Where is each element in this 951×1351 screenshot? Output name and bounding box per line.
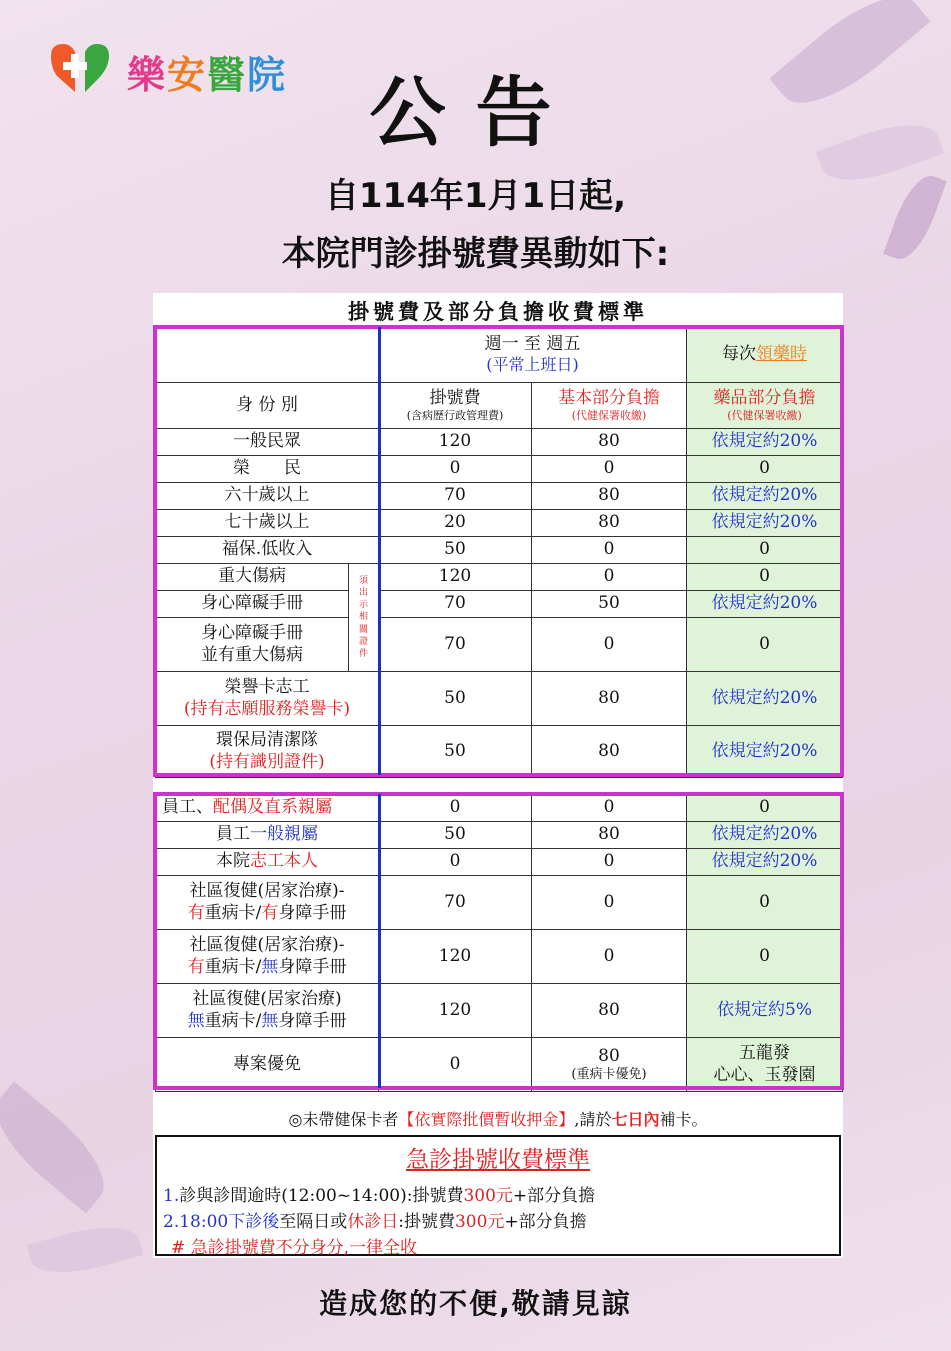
emergency-line-2: 2.18:00下診後至隔日或休診日:掛號費300元+部分負擔 [163,1212,587,1232]
change-intro: 本院門診掛號費異動如下: [281,234,670,274]
table-row: 員工、配偶及直系親屬 0 0 0 [156,795,843,822]
table-row: 七十歲以上 20 80 依規定約20% [156,510,843,537]
header-blank [156,327,379,383]
fee-table-staff [155,794,843,1092]
hospital-name: 樂安醫院 [127,53,288,97]
header-weekday: 週一 至 週五 (平常上班日) [379,327,687,383]
table-row: 環保局清潔隊 (持有識別證件) 50 80 依規定約20% [156,726,843,778]
emergency-title: 急診掛號收費標準 [406,1147,590,1173]
id-required-note: 須出示相關證件 [349,564,379,672]
table-row: 身心障礙手冊 並有重大傷病 70 0 0 [156,618,843,672]
fee-table-general [155,326,843,778]
table-row: 六十歲以上 70 80 依規定約20% [156,483,843,510]
table-row: 重大傷病 須出示相關證件 120 0 0 [156,564,843,591]
insurance-card-note: ◎未帶健保卡者【依實際批價暫收押金】,請於七日內補卡。 [288,1110,708,1129]
decorative-leaf [0,1081,121,1213]
table-row: 本院志工本人 0 0 依規定約20% [156,849,843,876]
header-every: 每次領藥時 [687,327,843,383]
page-title: 公告 [369,68,582,157]
emergency-line-3: # 急診掛號費不分身分,一律全收 [171,1238,418,1258]
table-title: 掛號費及部分負擔收費標準 [348,299,648,324]
table-row: 榮譽卡志工 (持有志願服務榮譽卡) 50 80 依規定約20% [156,672,843,726]
table-row: 社區復健(居家治療)- 有重病卡/有身障手冊 70 0 0 [156,876,843,930]
header-base: 基本部分負擔 (代健保署收繳) [532,383,687,429]
column-divider [378,794,381,1088]
table-row: 榮 民 0 0 0 [156,456,843,483]
column-divider [378,327,381,775]
table-row: 社區復健(居家治療)- 有重病卡/無身障手冊 120 0 0 [156,930,843,984]
table-row: 身心障礙手冊 70 50 依規定約20% [156,591,843,618]
apology-footer: 造成您的不便,敬請見諒 [319,1287,632,1320]
table-row: 福保.低收入 50 0 0 [156,537,843,564]
emergency-fee-box [155,1135,841,1256]
header-identity: 身 份 別 [156,383,379,429]
effective-date: 自114年1月1日起, [324,176,627,216]
table-row: 專案優免 0 80 (重病卡優免) 五龍發 心心、玉發園 [156,1038,843,1092]
emergency-line-1: 1.診與診間逾時(12:00~14:00):掛號費300元+部分負擔 [163,1186,596,1206]
table-row: 一般民眾 120 80 依規定約20% [156,429,843,456]
table-row: 社區復健(居家治療) 無重病卡/無身障手冊 120 80 依規定約5% [156,984,843,1038]
header-fee: 掛號費 (含病歷行政管理費) [379,383,532,429]
decorative-leaf [27,1216,144,1283]
header-drug: 藥品部分負擔 (代健保署收繳) [687,383,843,429]
table-row: 員工一般親屬 50 80 依規定約20% [156,822,843,849]
